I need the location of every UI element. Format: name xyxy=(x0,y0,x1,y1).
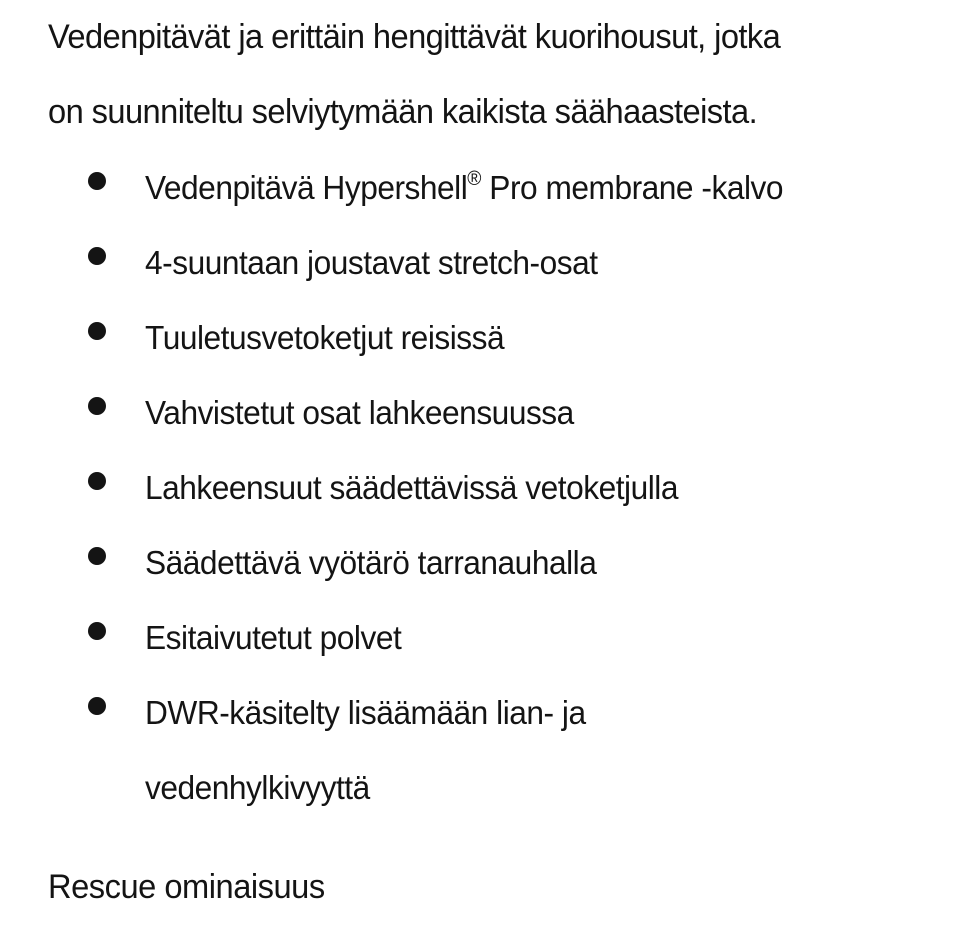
product-description-content xyxy=(48,0,936,906)
bullet-icon xyxy=(88,172,106,190)
feature-label: DWR-käsitelty lisäämään lian- ja xyxy=(145,694,586,731)
bullet-icon xyxy=(88,472,106,490)
bullet-icon xyxy=(88,247,106,265)
feature-label-continued: vedenhylkivyyttä xyxy=(145,769,370,806)
feature-item xyxy=(48,675,810,825)
feature-item xyxy=(48,525,810,600)
feature-item xyxy=(48,300,810,375)
feature-item xyxy=(48,600,810,675)
feature-label: Vedenpitävä Hypershell xyxy=(145,169,468,206)
bullet-icon xyxy=(88,322,106,340)
feature-label: Vahvistetut osat lahkeensuussa xyxy=(145,394,574,431)
feature-item xyxy=(48,225,810,300)
product-intro-paragraph xyxy=(48,0,900,150)
feature-label-continued: Pro membrane -kalvo xyxy=(480,169,784,206)
intro-line-2: on suunniteltu selviytymään kaikista säähaasteista. xyxy=(48,93,758,131)
feature-item xyxy=(48,375,810,450)
bullet-icon xyxy=(88,697,106,715)
feature-label: 4-suuntaan joustavat stretch-osat xyxy=(145,244,598,281)
feature-label: Lahkeensuut säädettävissä vetoketjulla xyxy=(145,469,679,506)
registered-trademark-symbol: ® xyxy=(467,168,481,190)
feature-item xyxy=(48,450,810,525)
intro-line-1: Vedenpitävät ja erittäin hengittävät kuorihousut, jotka xyxy=(48,18,781,56)
feature-list xyxy=(48,150,810,825)
feature-label: Säädettävä vyötärö tarranauhalla xyxy=(145,544,597,581)
bullet-icon xyxy=(88,397,106,415)
bullet-icon xyxy=(88,622,106,640)
section-heading-rescue: Rescue ominaisuus xyxy=(48,868,325,906)
bullet-icon xyxy=(88,547,106,565)
feature-label: Esitaivutetut polvet xyxy=(145,619,402,656)
feature-label: Tuuletusvetoketjut reisissä xyxy=(145,319,505,356)
feature-item xyxy=(48,150,810,225)
